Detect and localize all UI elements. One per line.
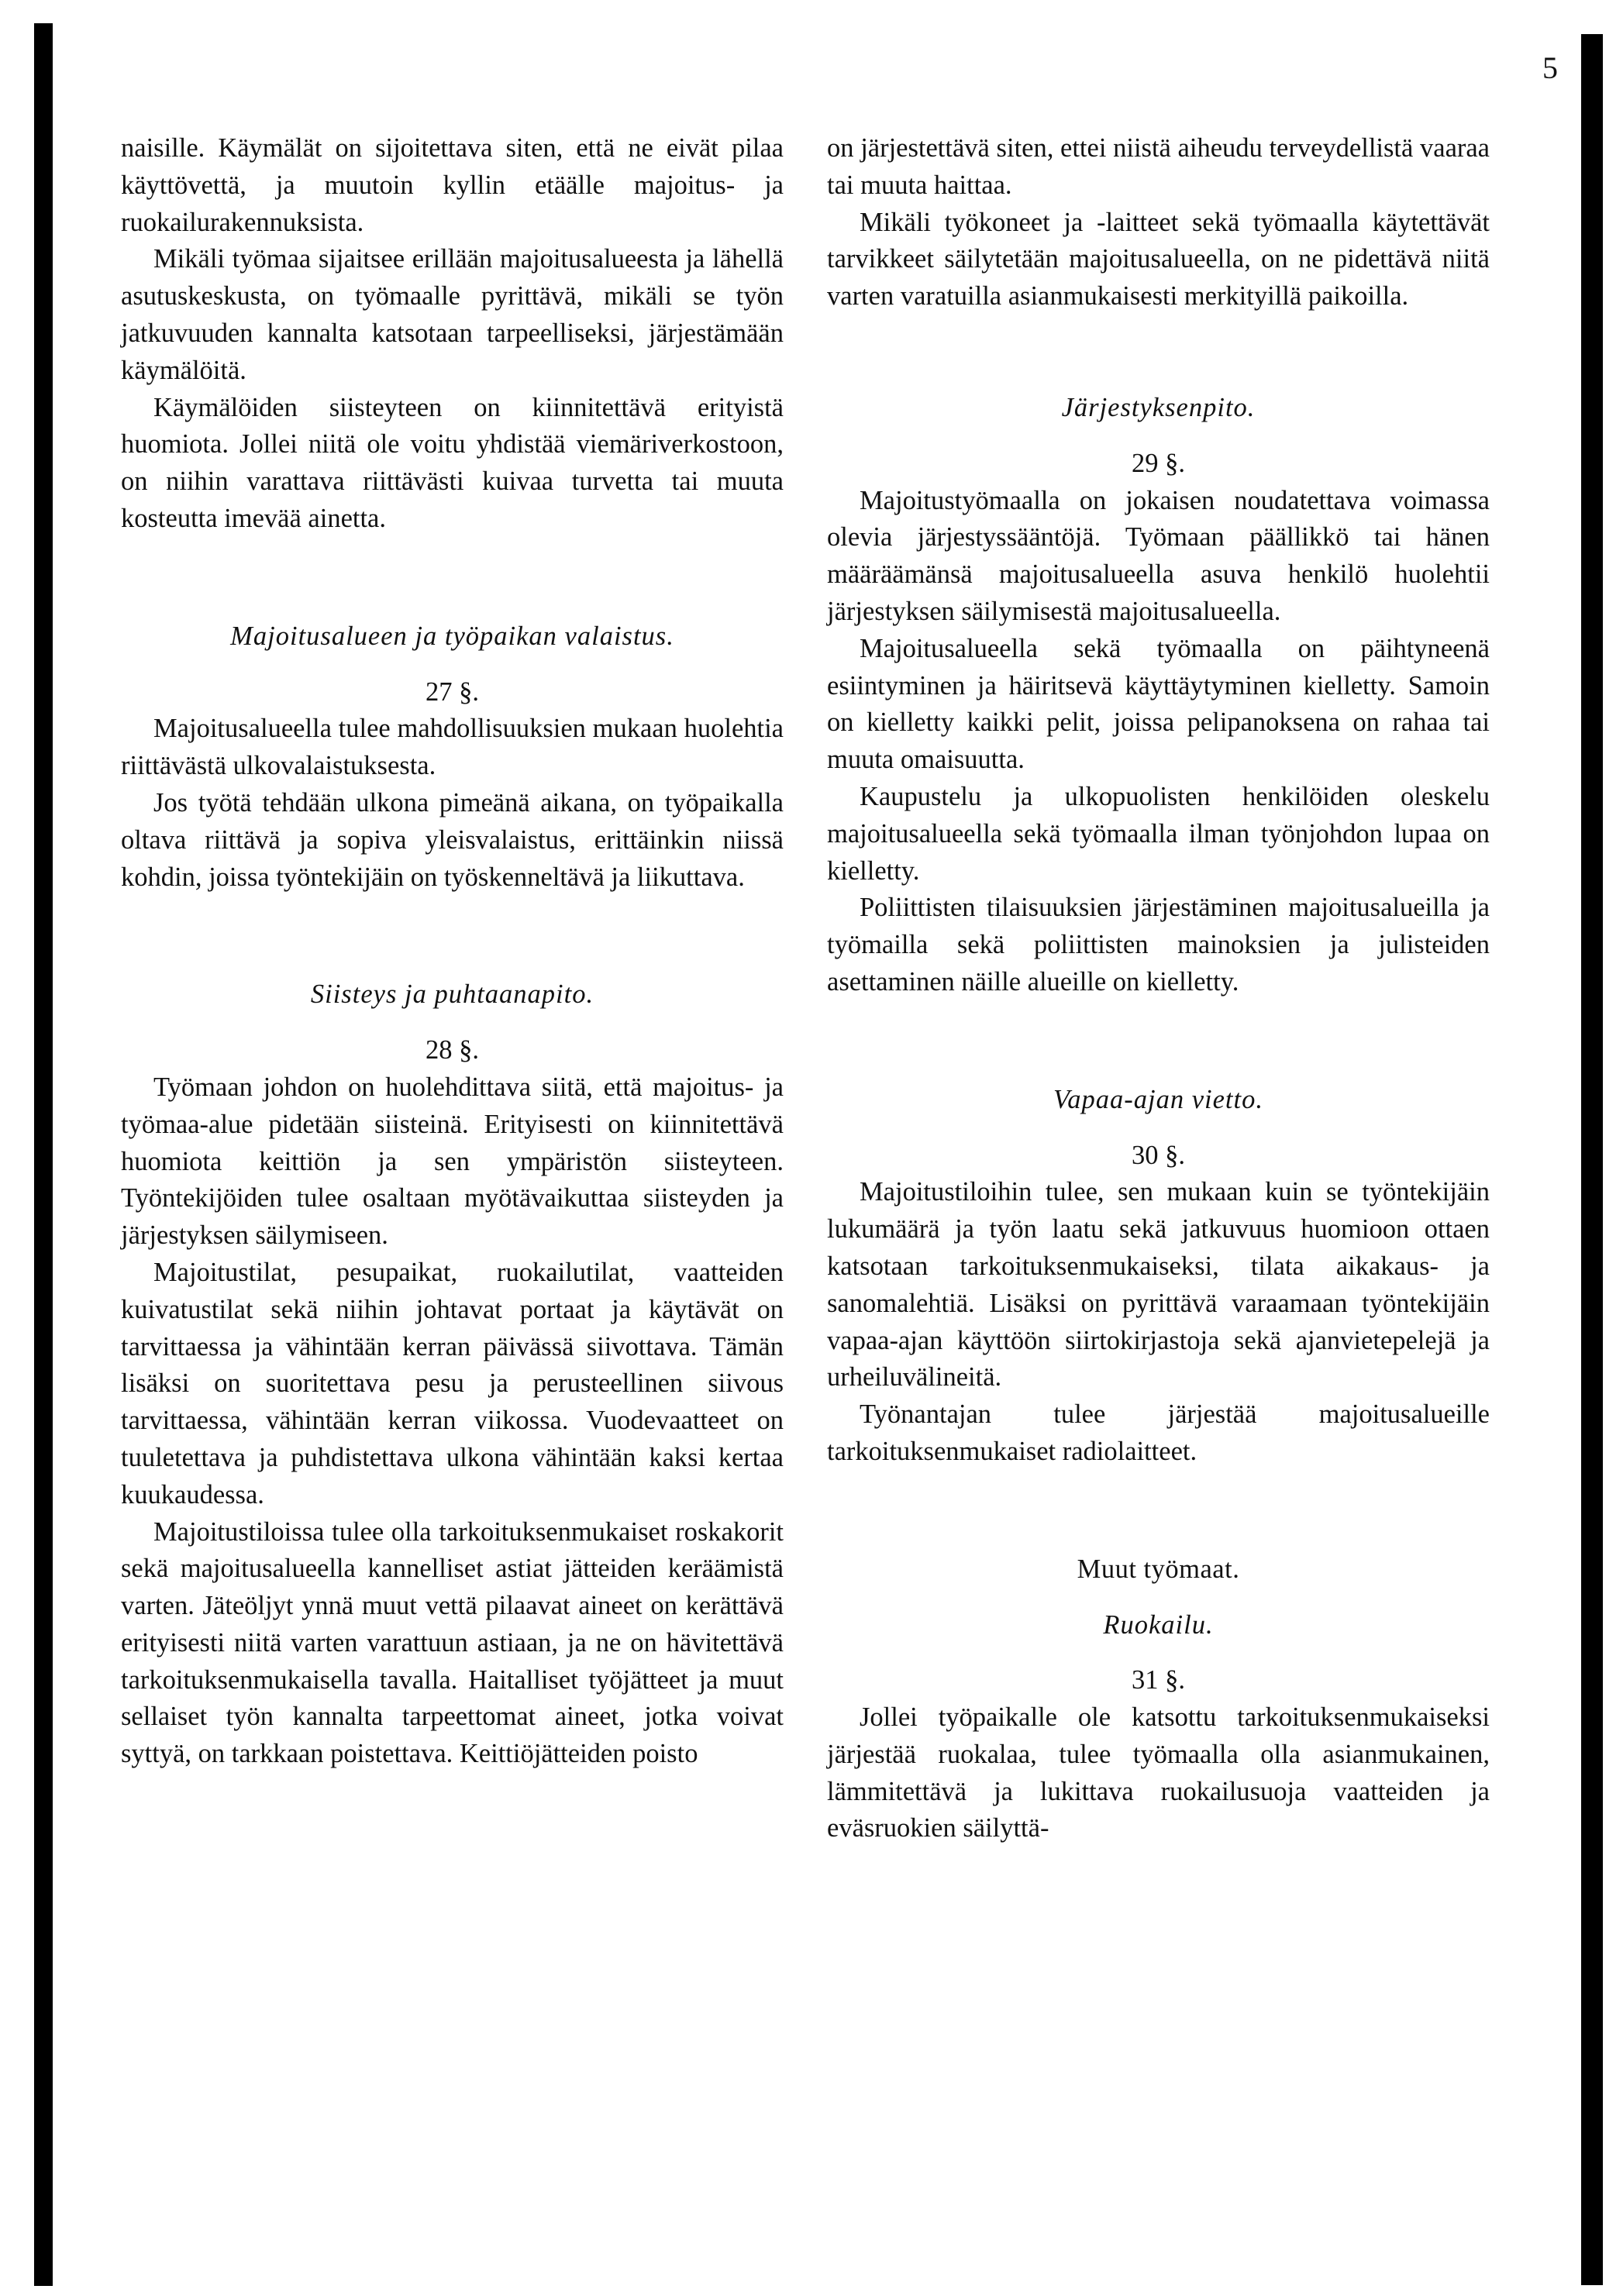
spacer [827,315,1490,390]
heading-valaistus: Majoitusalueen ja työpaikan valaistus. [230,621,674,651]
spacer [121,896,784,976]
paragraph-27-yleisvalaistus: Jos työtä tehdään ulkona pimeänä aikana, on työpaikalla oltava riittävä ja sopiva yleisvalaistus, erittäinkin niissä kohdin, joissa työntekijäin on työskenneltävä ja liikuttava. [121,787,784,892]
paragraph-28-johto: Työmaan johdon on huolehdittava siitä, että majoitus- ja työmaa-alue pidetään siisteinä. Erityisesti on kiinnitettävä huomiota keittiön ja sen ympäristön siisteyteen. Työntekijöiden tulee osaltaan myötävaikuttaa siisteyden ja järjestyksen säilymiseen. [121,1072,784,1251]
paragraph-kaymalat-tyomaa: Mikäli työmaa sijaitsee erillään majoitusalueesta ja lähellä asutuskeskusta, on työmaalle pyrittävä, mikäli se työn jatkuvuuden kannalta katsotaan tarpeelliseksi, järjestämään käymälöitä. [121,244,784,385]
spacer [827,1644,1490,1662]
section-number-31: 31 §. [1132,1665,1185,1695]
heading-siisteys: Siisteys ja puhtaanapito. [310,979,594,1010]
paragraph-kaymalat-siisteys: Käymälöiden siisteyteen on kiinnitettävä erityistä huomiota. Jollei niitä ole voitu yhdistää viemäriverkostoon, on niihin varattava riittävästi kuivaa turvetta tai muuta kosteutta imevää ainetta. [121,392,784,533]
paragraph-28-siivous: Majoitustilat, pesupaikat, ruokailutilat, vaatteiden kuivatustilat sekä niihin johtavat portaat ja käytävät on tarvittaessa ja vähintään kerran päivässä siivottava. Tämän lisäksi on suoritettava pesu ja perusteellinen siivous tarvittaessa, vähintään kerran viikossa. Vuodevaatteet on tuuletettava ja puhdistettava ulkona vähintään kaksi kertaa kuukaudessa. [121,1257,784,1509]
section-number-27: 27 §. [426,676,479,707]
spacer [121,656,784,674]
paragraph-tyokoneet: Mikäli työkoneet ja -laitteet sekä työmaalla käytettävät tarvikkeet säilytetään majoitusalueella, on ne pidettävä niitä varten varatuilla asianmukaisesti merkityillä paikoilla. [827,207,1490,312]
section-number-30: 30 §. [1132,1140,1185,1170]
heading-jarjestyksenpito: Järjestyksenpito. [1061,392,1256,422]
paragraph-29-paihtymys: Majoitusalueella sekä työmaalla on päihtyneenä esiintyminen ja häiritsevä käyttäytyminen kielletty. Samoin on kielletty kaikki pelit, joissa pelipanoksena on rahaa tai muuta omaisuutta. [827,633,1490,775]
heading-ruokailu: Ruokailu. [1103,1609,1214,1640]
paragraph-keittiojatteet: on järjestettävä siten, ettei niistä aiheudu terveydellistä vaaraa tai muuta haittaa. [827,133,1490,200]
right-column [827,130,1490,1847]
paragraph-30-radio: Työnantajan tulee järjestää majoitusalueille tarkoituksenmukaiset radiolaitteet. [827,1399,1490,1466]
spacer [121,1014,784,1032]
scan-border-left [34,23,53,2286]
paragraph-29-saannot: Majoitustyömaalla on jokaisen noudatettava voimassa olevia järjestyssääntöjä. Työmaan päällikkö tai hänen määräämänsä majoitusalueella asuva henkilö huolehtii järjestyksen säilymisestä majoitusalueella. [827,485,1490,626]
paragraph-30-lehdet: Majoitustiloihin tulee, sen mukaan kuin se työntekijäin lukumäärä ja työn laatu sekä jatkuvuus huomioon ottaen katsotaan tarkoituksenmukaiseksi, tilata aikakaus- ja sanomalehtiä. Lisäksi on pyrittävä varaamaan työntekijäin vapaa-ajan käyttöön siirtokirjastoja sekä ajanvietepelejä ja urheiluvälineitä. [827,1177,1490,1392]
paragraph-29-kaupustelu: Kaupustelu ja ulkopuolisten henkilöiden oleskelu majoitusalueella sekä työmaalla ilman työnjohdon lupaa on kielletty. [827,781,1490,886]
heading-vapaa-ajan-vietto: Vapaa-ajan vietto. [1053,1084,1263,1114]
paragraph-kaymalat-sijoitus: naisille. Käymälät on sijoitettava siten, että ne eivät pilaa käyttövettä, ja muutoin kyllin etäälle majoitus- ja ruokailurakennuksista. [121,133,784,237]
left-column [121,130,784,1773]
paragraph-28-jatteet: Majoitustiloissa tulee olla tarkoituksenmukaiset roskakorit sekä majoitusalueella kannelliset astiat jätteiden keräämistä varten. Jäteöljyt ynnä muut vettä pilaavat aineet on kerättävä erityisesti niitä varten varattuun astiaan, ja ne on hävitettävä tarkoituksenmukaisella tavalla. Haitalliset työjätteet ja muut sellaiset työn kannalta tarpeettomat aineet, jotka voivat syttyä, on tarkkaan poistettava. Keittiöjätteiden poisto [121,1516,784,1769]
spacer [121,538,784,618]
spacer [827,1119,1490,1138]
paragraph-27-ulkovalaistus: Majoitusalueella tulee mahdollisuuksien mukaan huolehtia riittävästä ulkovalaistuksesta. [121,714,784,781]
heading-muut-tyomaat: Muut työmaat. [1077,1554,1240,1584]
spacer [827,1471,1490,1551]
page-number: 5 [1542,50,1558,85]
section-number-28: 28 §. [426,1035,479,1065]
section-number-29: 29 §. [1132,448,1185,478]
paragraph-31-ruokailusuoja: Jollei työpaikalle ole katsottu tarkoituksenmukaiseksi järjestää ruokalaa, tulee työmaalla olla asianmukainen, lämmitettävä ja lukittava ruokailusuoja vaatteiden ja eväsruokien säilyttä- [827,1702,1490,1843]
spacer [827,1001,1490,1082]
scan-border-right [1581,34,1603,2285]
paragraph-29-politiikka: Poliittisten tilaisuuksien järjestäminen majoitusalueilla ja työmailla sekä poliittisten mainoksien ja julisteiden asettaminen näille alueille on kielletty. [827,893,1490,997]
spacer [827,1589,1490,1607]
spacer [827,427,1490,446]
